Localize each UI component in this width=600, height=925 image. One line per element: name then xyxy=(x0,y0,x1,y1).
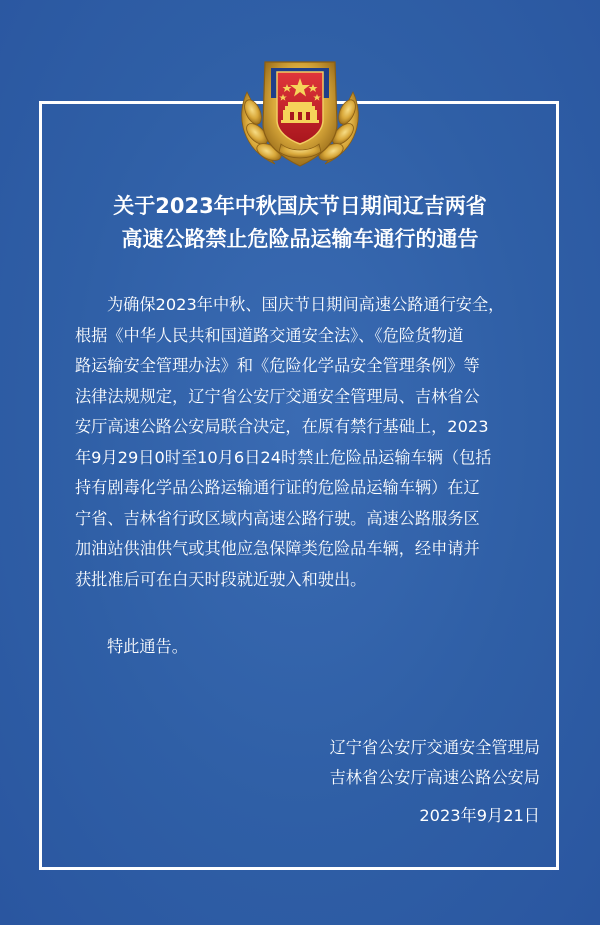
body-line: 年9月29日0时至10月6日24时禁止危险品运输车辆（包括 xyxy=(75,447,492,467)
body-line: 路运输安全管理办法》和《危险化学品安全管理条例》等 xyxy=(75,356,480,375)
signature-date: 2023年9月21日 xyxy=(419,806,540,825)
signature-block xyxy=(330,733,540,831)
body-line: 为确保2023年中秋、国庆节日期间高速公路通行安全， xyxy=(107,295,505,314)
body-line: 宁省、吉林省行政区域内高速公路行驶。高速公路服务区 xyxy=(75,508,480,528)
title-line-1: 关于2023年中秋国庆节日期间辽吉两省 xyxy=(113,194,487,218)
body-line: 加油站供油供气或其他应急保障类危险品车辆，经申请并 xyxy=(75,539,480,558)
notice-title xyxy=(40,190,560,256)
signature-org-1: 辽宁省公安厅交通安全管理局 xyxy=(329,738,540,757)
police-emblem-icon xyxy=(225,32,375,182)
body-line: 法律法规规定，辽宁省公安厅交通安全管理局、吉林省公 xyxy=(75,386,480,406)
closing-text: 特此通告。 xyxy=(107,637,188,656)
notice-body xyxy=(75,290,535,595)
title-line-2: 高速公路禁止危险品运输车通行的通告 xyxy=(121,227,479,251)
body-line: 安厅高速公路公安局联合决定，在原有禁行基础上，2023 xyxy=(75,417,489,436)
body-line: 获批准后可在白天时段就近驶入和驶出。 xyxy=(75,569,367,589)
signature-org-2: 吉林省公安厅高速公路公安局 xyxy=(329,768,540,787)
body-line: 持有剧毒化学品公路运输通行证的危险品运输车辆）在辽 xyxy=(75,478,480,497)
body-line: 根据《中华人民共和国道路交通安全法》、《危险货物道 xyxy=(75,325,464,345)
